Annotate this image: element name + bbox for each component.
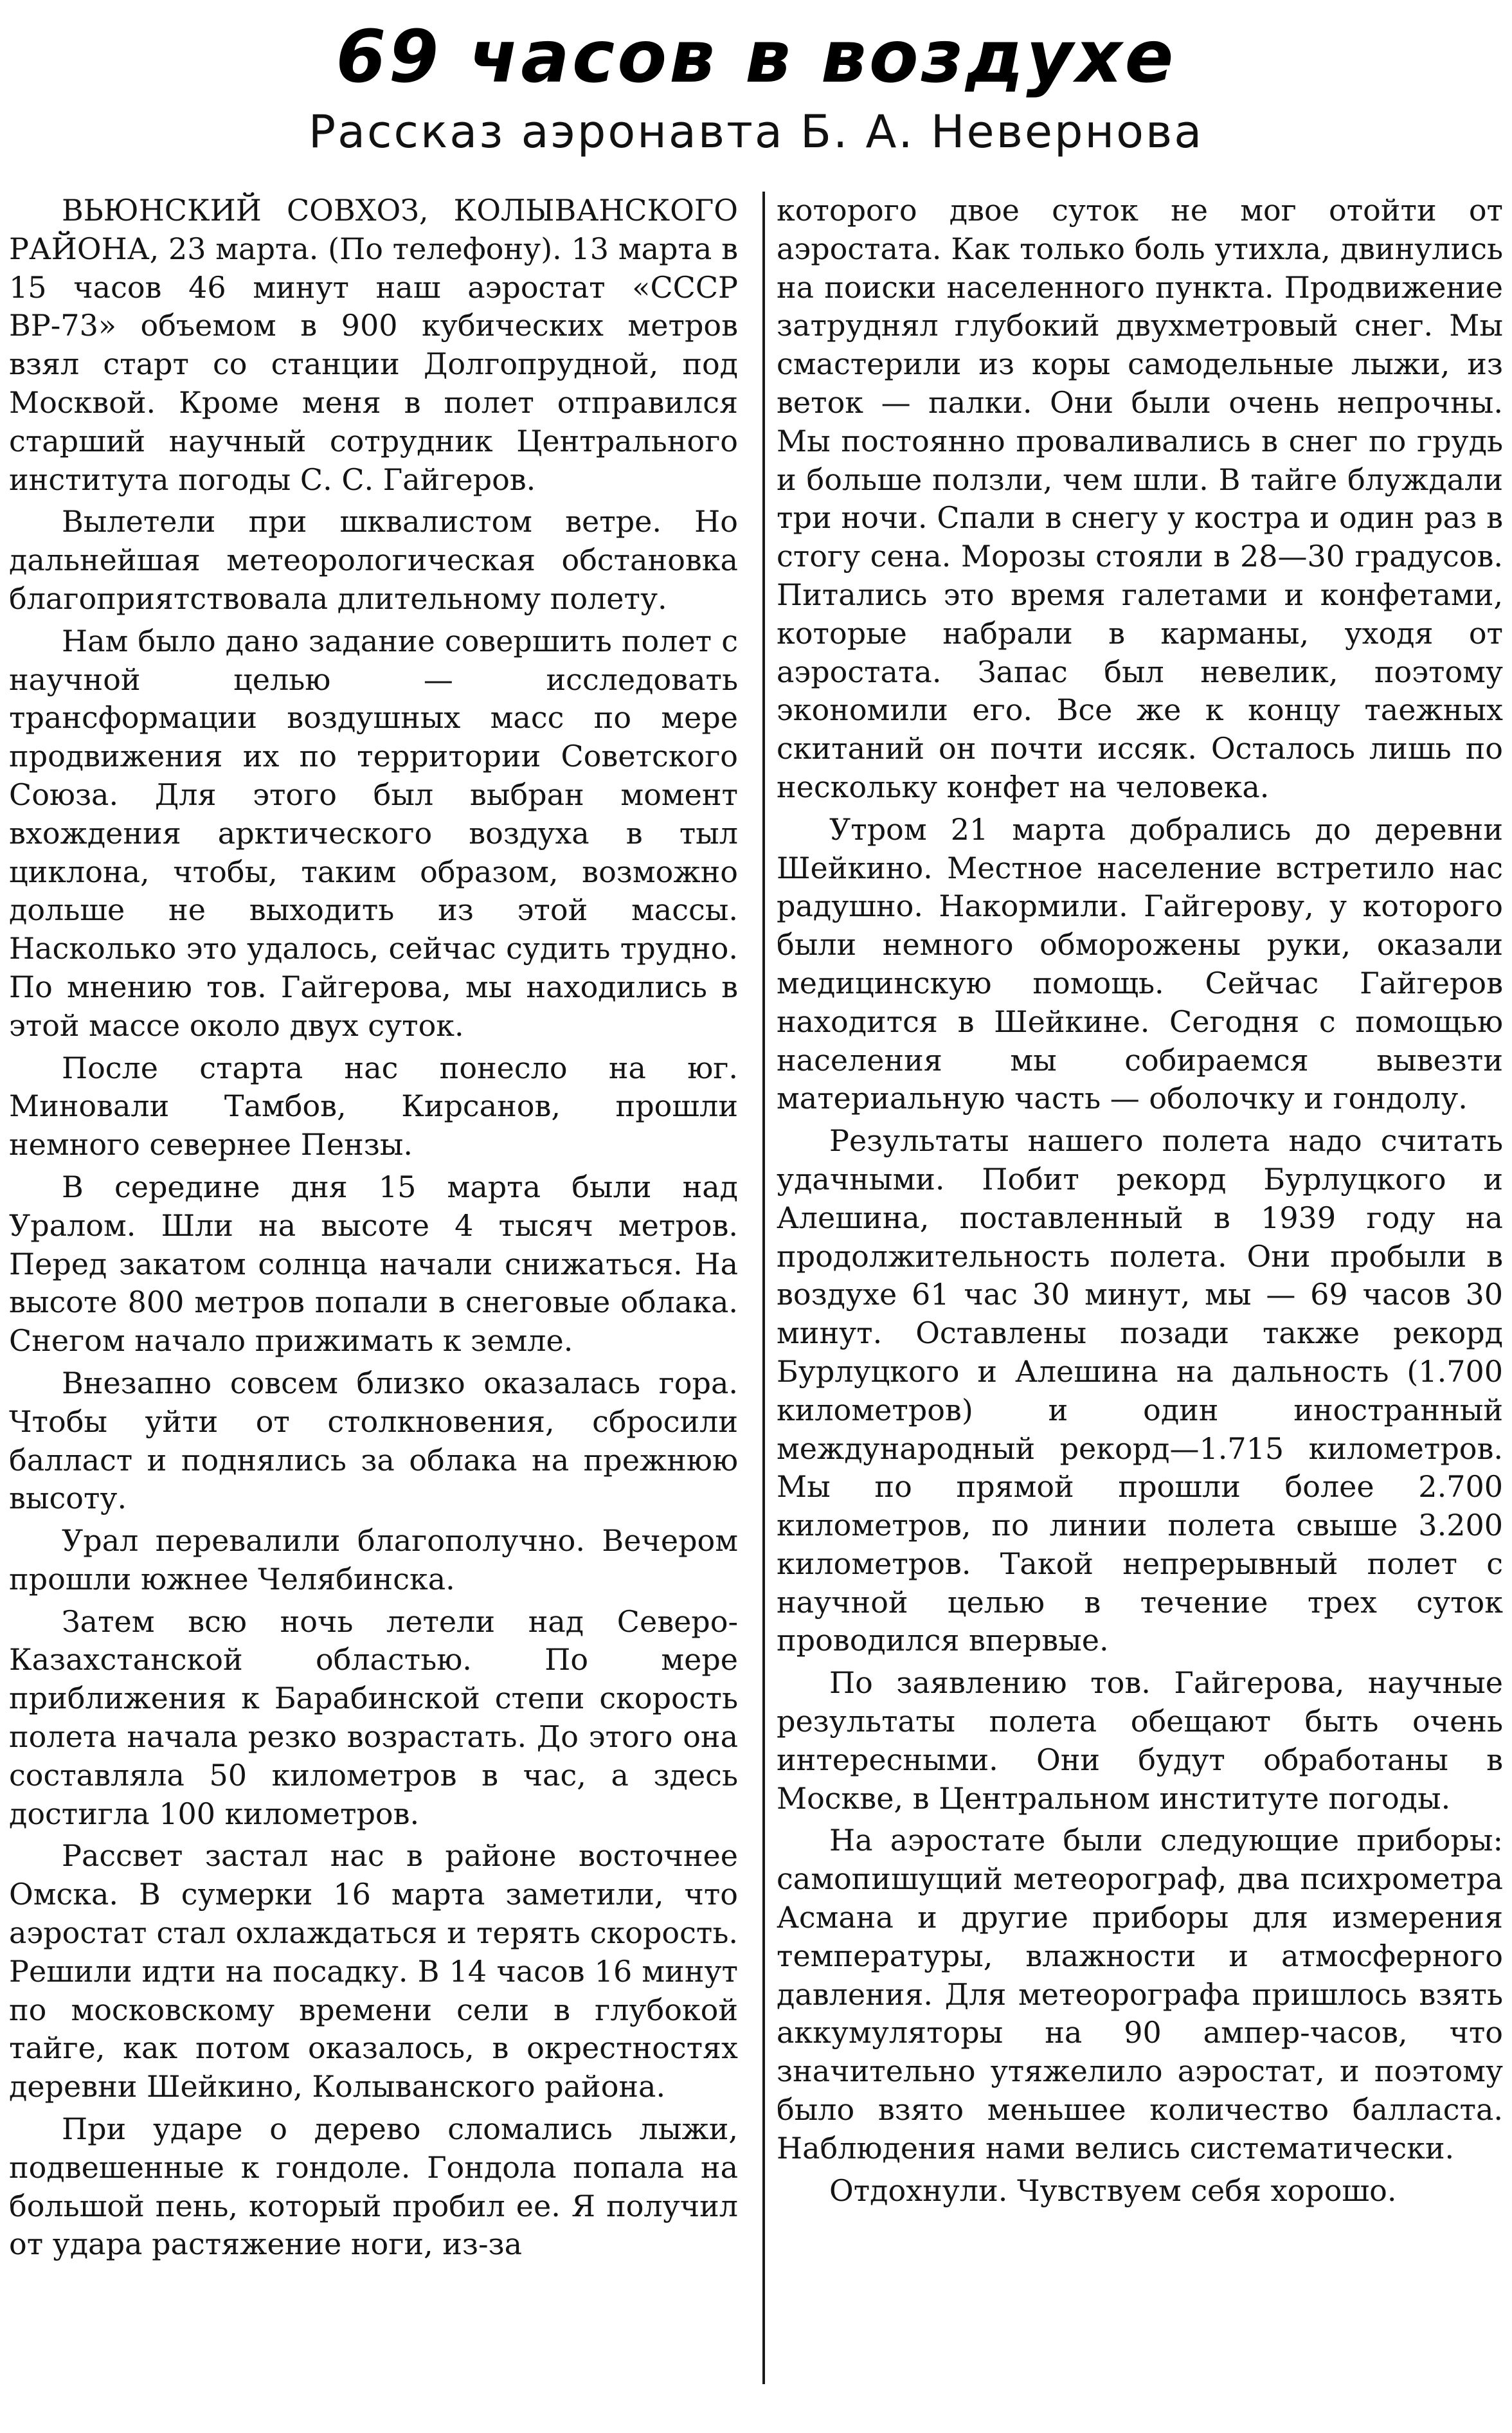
paragraph: Урал перевалили благополучно. Вечером прошли южнее Челябинска.	[9, 1523, 738, 1596]
article-subheadline: Рассказ аэронавта Б. А. Неверновa	[308, 105, 1204, 158]
paragraph: Затем всю ночь летели над Северо-Казахстанской областью. По мере приближения к Барабинской степи скорость полета начала резко возрастать. До этого она составляла 50 километров в час, а здесь достигла 100 километров.	[9, 1604, 738, 1831]
paragraph: Рассвет застал нас в районе восточнее Омска. В сумерки 16 марта заметили, что аэростат стал охлаждаться и терять скорость. Решили идти на посадку. В 14 часов 16 минут по московскому времени сели в глубокой тайге, как потом оказалось, в окрестностях деревни Шейкино, Колыванского района.	[9, 1838, 738, 2104]
paragraph: Утром 21 марта добрались до деревни Шейкино. Местное население встретило нас радушно. Накормили. Гайгерову, у которого были немного обморожены руки, оказали медицинскую помощь. Сейчас Гайгеров находится в Шейкине. Сегодня с помощью населения мы собираемся вывезти материальную часть — оболочку и гондолу.	[777, 811, 1503, 1116]
paragraph: Результаты нашего полета надо считать удачными. Побит рекорд Бурлуцкого и Алешина, поставленный в 1939 году на продолжительность полета. Они пробыли в воздухе 61 час 30 минут, мы — 69 часов 30 минут. Оставлены позади также рекорд Бурлуцкого и Алешина на дальность (1.700 километров) и один иностранный международный рекорд—1.715 километров. Мы по прямой прошли более 2.700 километров, по линии полета свыше 3.200 километров. Такой непрерывный полет с научной целью в течение трех суток проводился впервые.	[777, 1123, 1503, 1658]
paragraph: Вылетели при шквалистом ветре. Но дальнейшая метеорологическая обстановка благоприятствовала длительному полету.	[9, 504, 738, 616]
column-divider	[762, 192, 765, 2384]
paragraph: По заявлению тов. Гайгерова, научные результаты полета обещают быть очень интересными. Они будут обработаны в Москве, в Центральном институте погоды.	[777, 1665, 1503, 1816]
paragraph-split-end: которого двое суток не мог отойти от аэростата. Как только боль утихла, двинулись на поиски населенного пункта. Продвижение затруднял глубокий двухметровый снег. Мы смастерили из коры самодельные лыжи, из веток — палки. Они были очень непрочны. Мы постоянно проваливались в снег по грудь и больше ползли, чем шли. В тайге блуждали три ночи. Спали в снегу у костра и один раз в стогу сена. Морозы стояли в 28—30 градусов. Питались это время галетами и конфетами, которые набрали в карманы, уходя от аэростата. Запас был невелик, поэтому экономили его. Все же к концу таежных скитаний он почти иссяк. Осталось лишь по нескольку конфет на человека.	[777, 193, 1503, 804]
paragraph-dateline: ВЬЮНСКИЙ СОВХОЗ, КОЛЫВАНСКОГО РАЙОНА, 23 марта. (По телефону). 13 марта в 15 часов 46 минут наш аэростат «СССР ВР-73» объемом в 900 кубических метров взял старт со станции Долгопрудной, под Москвой. Кроме меня в полет отправился старший научный сотрудник Центрального института погоды С. С. Гайгеров.	[9, 193, 738, 497]
paragraph: Нам было дано задание совершить полет с научной целью — исследовать трансформации воздушных масс по мере продвижения их по территории Советского Союза. Для этого был выбран момент вхождения арктического воздуха в тыл циклона, чтобы, таким образом, возможно дольше не выходить из этой массы. Насколько это удалось, сейчас судить трудно. По мнению тов. Гайгерова, мы находились в этой массе около двух суток.	[9, 623, 738, 1043]
article-body	[9, 192, 1503, 2384]
paragraph: На аэростате были следующие приборы: самопишущий метеорограф, два психрометра Асмана и другие приборы для измерения температуры, влажности и атмосферного давления. Для метеорографа пришлось взять аккумуляторы на 90 ампер-часов, что значительно утяжелило аэростат, и поэтому было взято меньшее количество балласта. Наблюдения нами велись систематически.	[777, 1823, 1503, 2166]
paragraph: Внезапно совсем близко оказалась гора. Чтобы уйти от столкновения, сбросили балласт и поднялись за облака на прежнюю высоту.	[9, 1365, 738, 1516]
left-column	[9, 192, 747, 2384]
paragraph: После старта нас понесло на юг. Миновали Тамбов, Кирсанов, прошли немного севернее Пензы.	[9, 1050, 738, 1162]
paragraph-split-start: При ударе о дерево сломались лыжи, подвешенные к гондоле. Гондола попала на большой пень, который пробил ее. Я получил от удара растяжение ноги, из-за	[9, 2112, 738, 2262]
paragraph: В середине дня 15 марта были над Уралом. Шли на высоте 4 тысяч метров. Перед закатом солнца начали снижаться. На высоте 800 метров попали в снеговые облака. Снегом начало прижимать к земле.	[9, 1169, 738, 1359]
paragraph-closing: Отдохнули. Чувствуем себя хорошо.	[829, 2173, 1397, 2208]
right-column	[765, 192, 1503, 2384]
article-headline: 69 часов в воздухе	[336, 15, 1176, 99]
